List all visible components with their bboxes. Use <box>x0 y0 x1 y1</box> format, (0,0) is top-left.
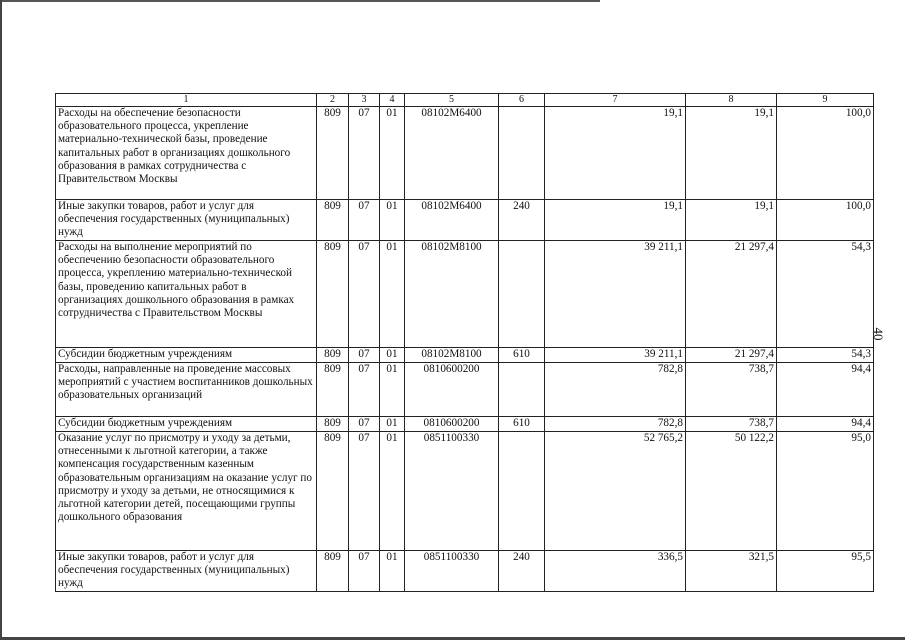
executed-amount: 21 297,4 <box>686 348 777 363</box>
section-code: 07 <box>349 241 380 348</box>
budget-table <box>55 93 874 592</box>
subsection-code: 01 <box>380 432 405 551</box>
section-code: 07 <box>349 107 380 200</box>
table-row <box>56 200 874 241</box>
section-code: 07 <box>349 417 380 432</box>
expense-type-code: 240 <box>499 200 545 241</box>
column-number: 6 <box>499 94 545 107</box>
ministry-code: 809 <box>317 107 349 200</box>
target-article-code: 0851100330 <box>405 551 499 592</box>
section-code: 07 <box>349 348 380 363</box>
expense-type-code <box>499 432 545 551</box>
executed-amount: 321,5 <box>686 551 777 592</box>
column-number: 7 <box>545 94 686 107</box>
table-row <box>56 417 874 432</box>
subsection-code: 01 <box>380 363 405 417</box>
expense-type-code <box>499 363 545 417</box>
target-article-code: 08102М8100 <box>405 348 499 363</box>
execution-percent: 94,4 <box>777 417 874 432</box>
execution-percent: 95,0 <box>777 432 874 551</box>
subsection-code: 01 <box>380 200 405 241</box>
expense-name: Расходы на выполнение мероприятий по обеспечению безопасности образовательного процесса, укреплению материально-технической базы, проведению капитальных работ в организациях дошкольного образования в рамках сотрудничества с Правительством Москвы <box>56 241 317 348</box>
section-code: 07 <box>349 551 380 592</box>
section-code: 07 <box>349 200 380 241</box>
planned-amount: 39 211,1 <box>545 241 686 348</box>
table-row <box>56 363 874 417</box>
executed-amount: 19,1 <box>686 107 777 200</box>
table-row <box>56 551 874 592</box>
column-number: 4 <box>380 94 405 107</box>
table-row <box>56 107 874 200</box>
ministry-code: 809 <box>317 241 349 348</box>
table-row <box>56 348 874 363</box>
subsection-code: 01 <box>380 241 405 348</box>
ministry-code: 809 <box>317 417 349 432</box>
column-number: 1 <box>56 94 317 107</box>
subsection-code: 01 <box>380 348 405 363</box>
ministry-code: 809 <box>317 551 349 592</box>
section-code: 07 <box>349 363 380 417</box>
ministry-code: 809 <box>317 363 349 417</box>
executed-amount: 50 122,2 <box>686 432 777 551</box>
expense-name: Оказание услуг по присмотру и уходу за детьми, отнесенными к льготной категории, а также компенсация государственным казенным образовательным организациям на оказание услуг по присмотру и уходу за детьми, не относящимися к льготной категории детей, посещающими группы дошкольного образования <box>56 432 317 551</box>
table-row <box>56 432 874 551</box>
target-article-code: 08102М6400 <box>405 200 499 241</box>
subsection-code: 01 <box>380 107 405 200</box>
planned-amount: 19,1 <box>545 200 686 241</box>
expense-type-code: 610 <box>499 417 545 432</box>
expense-name: Иные закупки товаров, работ и услуг для обеспечения государственных (муниципальных) нужд <box>56 551 317 592</box>
expense-name: Субсидии бюджетным учреждениям <box>56 348 317 363</box>
expense-name: Расходы, направленные на проведение массовых мероприятий с участием воспитанников дошкольных образовательных организаций <box>56 363 317 417</box>
executed-amount: 738,7 <box>686 417 777 432</box>
expense-name: Иные закупки товаров, работ и услуг для обеспечения государственных (муниципальных) нужд <box>56 200 317 241</box>
execution-percent: 100,0 <box>777 107 874 200</box>
ministry-code: 809 <box>317 200 349 241</box>
target-article-code: 08102М8100 <box>405 241 499 348</box>
expense-type-code: 610 <box>499 348 545 363</box>
section-code: 07 <box>349 432 380 551</box>
table-row <box>56 241 874 348</box>
scan-edge-left <box>0 0 2 640</box>
expense-name: Расходы на обеспечение безопасности образовательного процесса, укрепление материально-технической базы, проведение капитальных работ в организациях дошкольного образования в рамках сотрудничества с Правительством Москвы <box>56 107 317 200</box>
column-number: 8 <box>686 94 777 107</box>
target-article-code: 0810600200 <box>405 417 499 432</box>
execution-percent: 54,3 <box>777 348 874 363</box>
column-number: 2 <box>317 94 349 107</box>
planned-amount: 39 211,1 <box>545 348 686 363</box>
execution-percent: 54,3 <box>777 241 874 348</box>
planned-amount: 782,8 <box>545 363 686 417</box>
page-number: 40 <box>871 327 886 341</box>
planned-amount: 52 765,2 <box>545 432 686 551</box>
subsection-code: 01 <box>380 417 405 432</box>
target-article-code: 0810600200 <box>405 363 499 417</box>
executed-amount: 738,7 <box>686 363 777 417</box>
expense-type-code <box>499 107 545 200</box>
expense-type-code: 240 <box>499 551 545 592</box>
planned-amount: 782,8 <box>545 417 686 432</box>
subsection-code: 01 <box>380 551 405 592</box>
target-article-code: 0851100330 <box>405 432 499 551</box>
execution-percent: 94,4 <box>777 363 874 417</box>
planned-amount: 19,1 <box>545 107 686 200</box>
execution-percent: 95,5 <box>777 551 874 592</box>
executed-amount: 21 297,4 <box>686 241 777 348</box>
target-article-code: 08102М6400 <box>405 107 499 200</box>
column-number: 5 <box>405 94 499 107</box>
expense-type-code <box>499 241 545 348</box>
column-number: 9 <box>777 94 874 107</box>
column-number: 3 <box>349 94 380 107</box>
execution-percent: 100,0 <box>777 200 874 241</box>
ministry-code: 809 <box>317 348 349 363</box>
executed-amount: 19,1 <box>686 200 777 241</box>
planned-amount: 336,5 <box>545 551 686 592</box>
expense-name: Субсидии бюджетным учреждениям <box>56 417 317 432</box>
ministry-code: 809 <box>317 432 349 551</box>
column-number-row <box>56 94 874 107</box>
scan-edge-top <box>0 0 600 2</box>
